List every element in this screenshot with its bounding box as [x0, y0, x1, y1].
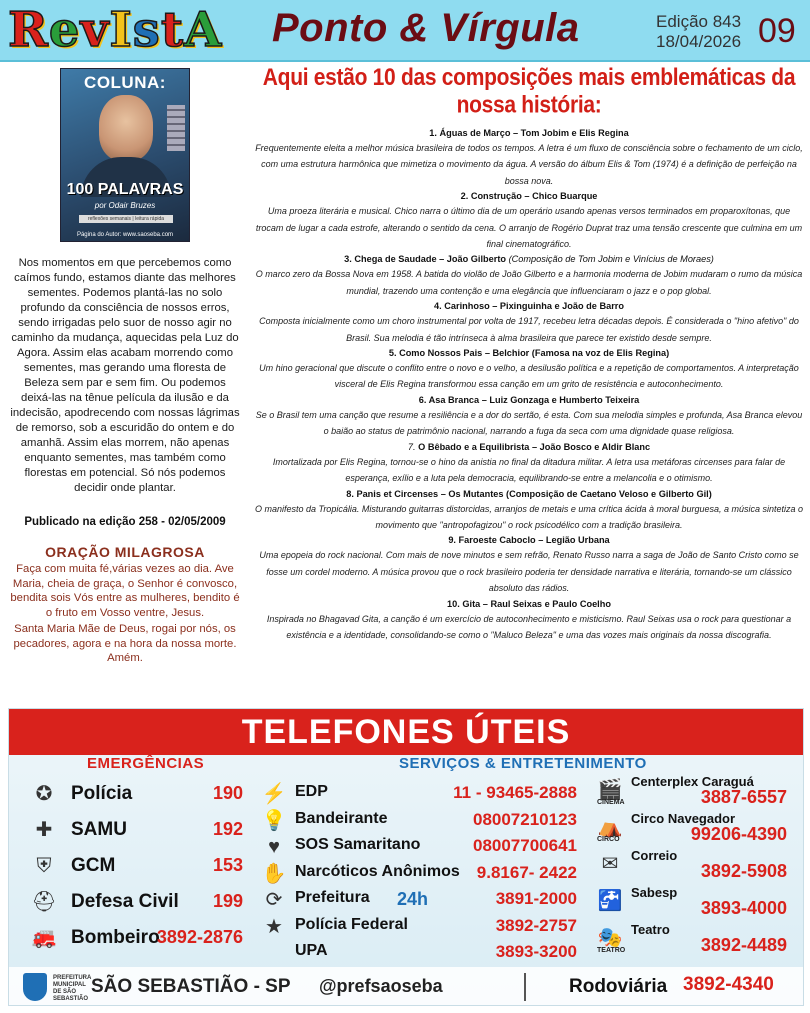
city-name: SÃO SEBASTIÃO - SP — [91, 976, 291, 997]
service-number[interactable]: 190 — [212, 783, 243, 803]
rodoviaria-number: 3892-4340 — [683, 974, 774, 995]
services-heading: SERVIÇOS & ENTRETENIMENTO — [399, 755, 647, 772]
song-number: 3. — [344, 254, 352, 265]
song-number: 6. — [418, 394, 427, 405]
song-title — [254, 189, 804, 203]
service-number[interactable]: 3893-4000 — [700, 898, 787, 918]
page-number: 09 — [758, 12, 796, 50]
song-title-text: Panis et Circenses – Os Mutantes (Composição de Caetano Veloso e Gilberto Gil) — [356, 488, 712, 499]
service-name: Polícia Federal — [295, 915, 408, 933]
hands-icon: ✋ — [261, 862, 287, 885]
service-name: Teatro — [631, 922, 670, 937]
cover-site: Página do Autor: www.saoseba.com — [76, 232, 174, 238]
article-headline: Aqui estão 10 das composições mais emblemáticas da nossa história: — [262, 64, 796, 119]
right-column — [254, 64, 804, 643]
phones-footer — [9, 967, 803, 1006]
song-description: Um hino geracional que discute o conflito entre o novo e o velho, a desilusão política e a repetição de comportamentos. A interpretação visceral de Elis Regina transformou essa canção em um grito de resistência e autoconhecimento. — [259, 363, 799, 390]
edition-info — [656, 12, 741, 52]
song-title — [254, 440, 804, 454]
shield-icon: ⛨ — [36, 855, 52, 877]
cover-author: por Odair Bruzes — [94, 201, 156, 210]
phone-row — [597, 884, 787, 918]
circus-icon: ⛺ — [597, 816, 623, 838]
song-number: 5. — [388, 348, 397, 359]
theater-icon: 🎭 — [597, 927, 623, 949]
service-extra: 24h — [397, 889, 429, 909]
mail-icon: ✉ — [601, 853, 619, 875]
service-number[interactable]: 08007210123 — [472, 809, 577, 829]
left-column — [8, 68, 242, 666]
badge-icon: ✪ — [35, 783, 53, 805]
edition-date: 18/04/2026 — [656, 32, 742, 51]
service-number[interactable]: 3893-3200 — [495, 942, 577, 961]
service-number[interactable]: 3892-5908 — [700, 861, 787, 881]
song-description: Frequentemente eleita a melhor música brasileira de todos os tempos. A letra é um fluxo de consciência sobre o fechamento de um ciclo, com uma estrutura harmônica que mimetiza o movimento da água. A versão do álbum Elis & Tom (1974) é a definição de perfeição na bossa nova. — [255, 143, 803, 186]
song-title — [254, 252, 804, 266]
cover-coluna-label: COLUNA: — [84, 73, 166, 92]
phone-row — [31, 813, 243, 847]
cover-title: 100 PALAVRAS — [66, 181, 184, 198]
phone-row — [31, 885, 243, 919]
service-number[interactable]: 3892-4489 — [700, 935, 787, 955]
song-number: 1. — [429, 128, 437, 138]
logo-letter: A — [183, 2, 223, 58]
song-description: O marco zero da Bossa Nova em 1958. A batida do violão de João Gilberto e a harmonia moderna de Jobim mudaram o rumo da música mundial, trazendo uma contenção e uma elegância que influenciaram o jazz e o pop global. — [255, 269, 803, 296]
song-title-text: Faroeste Caboclo – Legião Urbana — [458, 535, 610, 546]
phones-title: TELEFONES ÚTEIS — [241, 713, 571, 751]
service-name: Centerplex Caraguá — [631, 774, 754, 789]
helmet-icon: ⛑ — [31, 891, 57, 913]
water-tap-icon: 🚰 — [597, 890, 623, 912]
song-item — [254, 597, 804, 644]
service-name: EDP — [295, 783, 328, 800]
power-tower-icon: ⚡ — [261, 783, 287, 805]
phone-row — [31, 921, 243, 955]
song-title — [254, 533, 804, 547]
prefeitura-label: PREFEITURA MUNICIPAL DE SÃO SEBASTIÃO — [53, 975, 92, 1002]
service-name: Bombeiro — [71, 927, 160, 948]
icon-caption: CINEMA — [597, 799, 625, 806]
heart-hands-icon: ♥ — [268, 836, 280, 858]
service-number[interactable]: 192 — [212, 819, 243, 839]
song-item — [254, 299, 804, 346]
icon-caption: TEATRO — [597, 947, 626, 954]
fire-truck-icon: 🚒 — [31, 927, 57, 949]
prayer-text-2: Santa Maria Mãe de Deus, rogai por nós, os pecadores, agora e na hora da nossa morte. Amém. — [13, 623, 237, 664]
icon-caption: CIRCO — [597, 836, 620, 843]
song-item — [254, 393, 804, 440]
service-name: Polícia — [71, 783, 133, 804]
song-title — [254, 299, 804, 313]
song-title-text: Como Nossos Pais – Belchior (Famosa na voz de Elis Regina) — [399, 348, 670, 359]
service-number[interactable]: 199 — [212, 891, 243, 911]
service-number[interactable]: 08007700641 — [472, 836, 577, 855]
ambulance-icon: ✚ — [35, 819, 53, 841]
prayer-title: ORAÇÃO MILAGROSA — [45, 544, 205, 560]
song-description: O manifesto da Tropicália. Misturando guitarras distorcidas, arranjos de metais e uma crítica ácida à moral burguesa, a música sintetiza o movimento que "antropofagizou" o rock psicodélico com a tradição brasileira. — [254, 503, 804, 530]
service-name: Prefeitura — [295, 889, 370, 906]
service-name: Bandeirante — [295, 809, 388, 827]
phone-row — [31, 777, 243, 811]
service-name: Defesa Civil — [71, 891, 179, 912]
song-number: 8. — [346, 488, 354, 499]
song-item — [254, 440, 804, 487]
song-number: 10. — [447, 598, 460, 609]
song-title — [254, 393, 804, 407]
service-name: SAMU — [71, 819, 127, 840]
service-name: Narcóticos Anônimos — [295, 862, 460, 880]
service-number[interactable]: 3891-2000 — [495, 889, 577, 908]
song-description: Inspirada no Bhagavad Gita, a canção é um exercício de autoconhecimento e misticismo. Raul Seixas usa o rock para questionar a existência e a identidade, consolidando-se como o "Maluco Beleza" e uma das vozes mais originais da nossa discografia. — [266, 613, 792, 640]
logo-letter: R — [8, 2, 49, 58]
song-title-text: Asa Branca – Luiz Gonzaga e Humberto Teixeira — [428, 394, 640, 405]
service-number[interactable]: 9.8167- 2422 — [476, 862, 577, 882]
phone-row — [261, 936, 577, 970]
edition-number: Edição 843 — [656, 12, 742, 31]
publication-note: Publicado na edição 258 - 02/05/2009 — [24, 516, 226, 528]
song-title-text: Gita – Raul Seixas e Paulo Coelho — [462, 598, 611, 609]
useful-phones-banner — [8, 708, 804, 1006]
song-title — [254, 487, 804, 501]
song-item — [254, 126, 804, 189]
column-essay: Nos momentos em que percebemos como caímos fundo, estamos diante das melhores sementes. Podemos plantá-las no solo profundo da consciência de nossos erros, sendo irrigadas pelo suor de nosso agir no caminho da mudança, aquecidas pela Luz do Agora. Assim elas acabam morrendo como sementes, mas gerando uma floresta de Beleza sem par e sem fim. Ou podemos deixá-las na tênue película da ilusão e da indecisão, apodrecendo com nossas lágrimas de remorso, sob a escuridão do ontem e do amanhã. Assim elas morrem, não apenas enquanto sementes, mas também como florestas em potencial. Só nós podemos decidir onde plantar. — [10, 257, 240, 494]
magazine-title: Ponto & Vírgula — [272, 6, 580, 50]
logo-letter: v — [80, 2, 110, 58]
service-name: Circo Navegador — [631, 811, 736, 826]
phone-row — [597, 921, 787, 955]
song-item — [254, 346, 804, 393]
service-name: GCM — [71, 855, 116, 876]
refresh-icon: ⟳ — [265, 889, 283, 911]
cinema-icon: 🎬 — [597, 779, 623, 801]
service-number[interactable]: 99206-4390 — [690, 824, 787, 844]
service-number[interactable]: 3892-2876 — [156, 927, 243, 947]
phone-row — [597, 773, 787, 807]
song-note: (Composição de Tom Jobim e Vinícius de Moraes) — [508, 254, 714, 265]
service-name: SOS Samaritano — [295, 836, 421, 853]
instagram-handle[interactable]: @prefsaoseba — [319, 976, 443, 996]
service-name: UPA — [295, 942, 328, 959]
service-number[interactable]: 3887-6557 — [700, 787, 787, 807]
magazine-logo — [8, 2, 222, 58]
hospital-icon — [261, 940, 287, 966]
song-number: 4. — [434, 301, 442, 312]
service-number[interactable]: 153 — [212, 855, 243, 875]
phone-row — [597, 810, 787, 844]
logo-letter: e — [48, 2, 81, 58]
song-number: 7. — [407, 441, 416, 452]
song-number: 9. — [448, 535, 456, 546]
song-description: Uma epopeia do rock nacional. Com mais de nove minutos e sem refrão, Renato Russo narra a saga de João de Santo Cristo como se fosse um cordel moderno. A música provou que o rock brasileiro poderia ter densidade narrativa e literária, tornando-se um clássico absoluto das rádios. — [259, 550, 799, 594]
logo-letter: s — [132, 2, 161, 58]
logo-letter: t — [160, 2, 184, 58]
song-title-text: Chega de Saudade – João Gilberto — [354, 254, 507, 265]
song-title — [254, 126, 804, 140]
song-title — [254, 346, 804, 360]
lightbulb-icon: 💡 — [261, 809, 287, 832]
prayer-text-1: Faça com muita fé,várias vezes ao dia. Ave Maria, cheia de graça, o Senhor é convosco, bendita sois Vós entre as mulheres, bendito é o fruto em Vosso ventre, Jesus. — [10, 563, 240, 619]
song-item — [254, 533, 804, 596]
song-title — [254, 597, 804, 611]
song-title-text: Construção – Chico Buarque — [470, 191, 598, 202]
books-icon — [167, 105, 185, 151]
song-description: Imortalizada por Elis Regina, tornou-se o hino da anistia no final da ditadura militar. A letra usa metáforas circenses para falar de esperança, exílio e a luta pela democracia, equilibrando-se entre a melancolia e o otimismo. — [272, 456, 786, 484]
song-number: 2. — [460, 191, 469, 202]
phone-row — [31, 849, 243, 883]
song-item — [254, 252, 804, 299]
cover-subtitle-bar: reflexões semanais | leitura rápida — [79, 215, 173, 223]
song-title-text: Águas de Março – Tom Jobim e Elis Regina — [439, 128, 629, 138]
service-name: Correio — [631, 848, 678, 863]
song-description: Uma proeza literária e musical. Chico narra o último dia de um operário usando apenas versos terminados em proparoxítonas, que trocam de lugar a cada estrofe, alterando o sentido da cena. O arranjo de Rogério Duprat traz uma tensão crescente que culmina em um final cinematográfico. — [255, 206, 803, 250]
police-crest-icon: ★ — [265, 915, 283, 938]
rodoviaria-label: Rodoviária — [569, 976, 668, 997]
logo-letter: I — [109, 2, 133, 58]
song-item — [254, 487, 804, 534]
page-header — [0, 0, 810, 62]
city-crest-icon — [23, 973, 47, 1001]
song-list — [254, 126, 804, 643]
column-cover-image — [60, 68, 190, 242]
footer-divider — [524, 973, 526, 1001]
service-name: Sabesp — [631, 885, 678, 900]
author-portrait — [99, 95, 153, 161]
service-number[interactable]: 3892-2757 — [495, 915, 577, 935]
emergencies-heading: EMERGÊNCIAS — [87, 755, 205, 772]
song-item — [254, 189, 804, 252]
song-description: Se o Brasil tem uma canção que resume a resiliência e a dor do sertão, é esta. Com sua melodia simples e profunda, Asa Branca elevou o baião ao status de patrimônio nacional, narrando a fuga da seca com uma dignidade quase religiosa. — [255, 409, 803, 437]
song-title-text: O Bêbado e a Equilibrista – João Bosco e Aldir Blanc — [418, 441, 651, 452]
song-description: Composta inicialmente como um choro instrumental por volta de 1917, recebeu letra décadas depois. É considerada o "hino afetivo" do Brasil. Sua melodia é tão intrínseca à alma brasileira que parece ter existido desde sempre. — [259, 316, 799, 343]
song-title-text: Carinhoso – Pixinguinha e João de Barro — [444, 301, 624, 312]
service-number[interactable]: 11 - 93465-2888 — [453, 783, 577, 802]
phone-row — [597, 847, 787, 881]
